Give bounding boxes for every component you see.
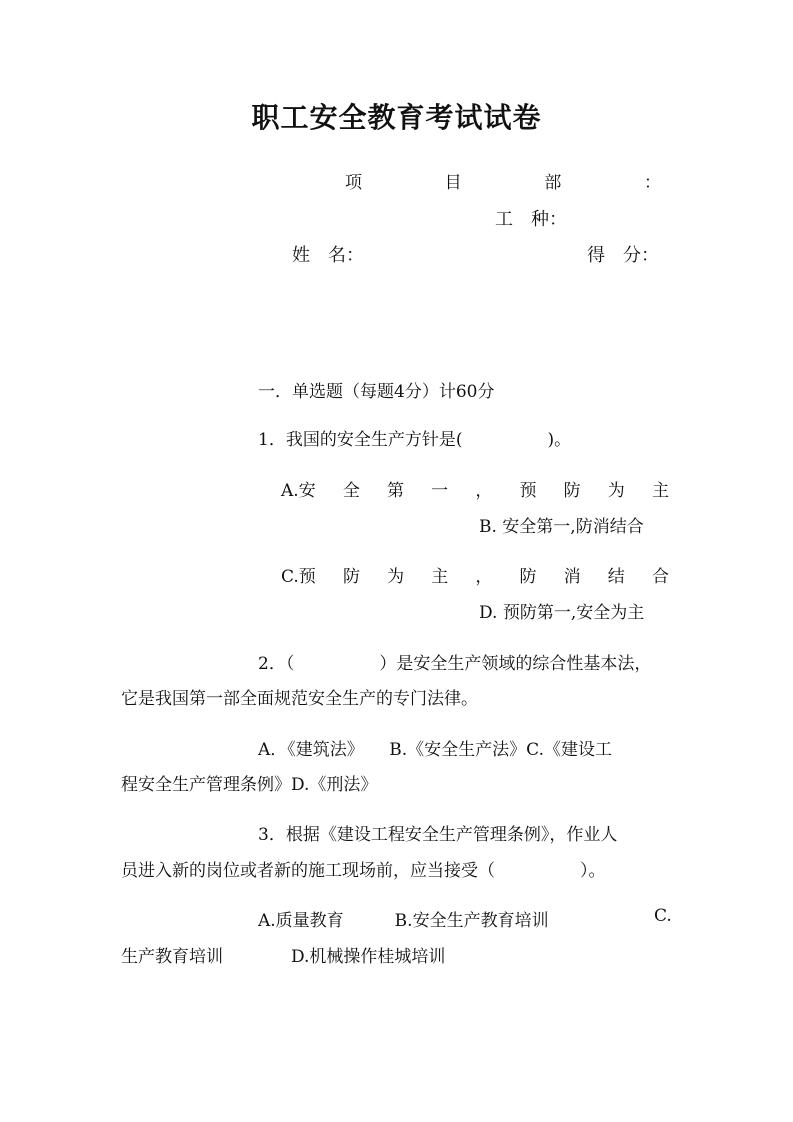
project-char: 项 (345, 173, 362, 193)
option-char: 防 (519, 567, 537, 587)
option-char: 为 (607, 481, 625, 501)
score-field: 得 分： (587, 245, 659, 266)
question-2-options-line-2: 程安全生产管理条例》D.《刑法》 (121, 775, 378, 795)
option-char: 预 (519, 481, 537, 501)
option-char: 防 (342, 567, 360, 587)
question-1-option-d: D. 预防第一,安全为主 (479, 603, 645, 623)
option-char: 消 (563, 567, 581, 587)
option-char: A.安 (281, 481, 316, 501)
option-char: 第 (387, 481, 404, 501)
option-char: ， (475, 567, 493, 587)
project-char: ： (643, 173, 661, 193)
option-char: ， (475, 481, 493, 501)
option-char: 一 (431, 481, 449, 501)
section-heading: 一．单选题（每题4分）计60分 (258, 382, 495, 402)
project-department-field (345, 168, 661, 193)
name-field: 姓 名： (292, 245, 364, 266)
option-char: 全 (342, 481, 360, 501)
question-3-stem-line-1: 3．根据《建设工程安全生产管理条例》，作业人 (258, 825, 618, 845)
question-3-options-line-1: A.质量教育 B.安全生产教育培训 (258, 911, 549, 931)
option-char: C.预 (281, 567, 316, 587)
question-2-options-line-1: A．《建筑法》 B.《安全生产法》C.《建设工 (258, 740, 612, 760)
question-3-option-c-label: C. (654, 906, 672, 926)
option-char: 合 (651, 567, 669, 587)
option-char: 主 (431, 567, 449, 587)
question-1-option-a (281, 476, 669, 501)
trade-field: 工 种： (495, 209, 567, 230)
question-1-option-b: B. 安全第一,防消结合 (479, 517, 644, 537)
project-char: 部 (544, 173, 562, 193)
option-char: 防 (563, 481, 581, 501)
question-3-options-line-2: 生产教育培训 D.机械操作桂城培训 (121, 947, 446, 967)
question-1-option-c (281, 562, 669, 587)
question-1-stem: 1．我国的安全生产方针是( )。 (258, 430, 572, 450)
option-char: 主 (651, 481, 669, 501)
option-char: 为 (387, 567, 405, 587)
page-title: 职工安全教育考试试卷 (251, 101, 542, 134)
question-2-stem-line-1: 2．（ ）是安全生产领域的综合性基本法， (258, 654, 652, 674)
option-char: 结 (607, 567, 625, 587)
question-3-stem-line-2: 员进入新的岗位或者新的施工现场前，应当接受（ ）。 (121, 861, 606, 881)
project-char: 目 (444, 173, 462, 193)
question-2-stem-line-2: 它是我国第一部全面规范安全生产的专门法律。 (121, 689, 478, 709)
